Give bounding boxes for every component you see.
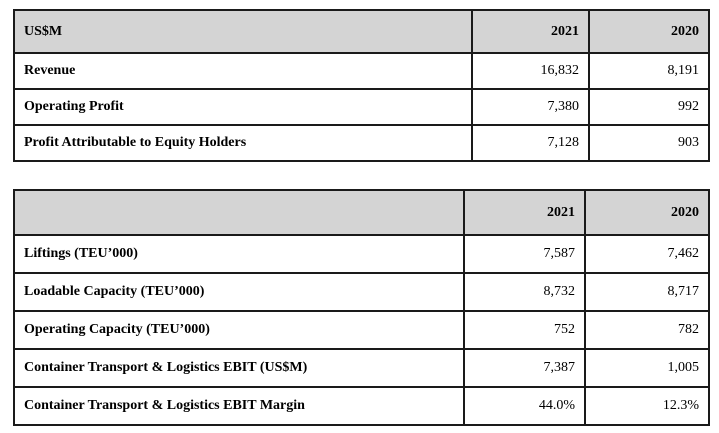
table-header-row bbox=[14, 10, 709, 53]
row-label: Operating Capacity (TEU’000) bbox=[14, 311, 464, 349]
row-label: Liftings (TEU’000) bbox=[14, 235, 464, 273]
cell-2020: 7,462 bbox=[585, 235, 709, 273]
table-row bbox=[14, 349, 709, 387]
financial-results-table bbox=[13, 9, 710, 162]
table-row bbox=[14, 89, 709, 125]
column-header-blank bbox=[14, 190, 464, 235]
column-header-2020: 2020 bbox=[585, 190, 709, 235]
row-label: Revenue bbox=[14, 53, 472, 89]
cell-2020: 8,191 bbox=[589, 53, 709, 89]
table-row bbox=[14, 53, 709, 89]
cell-2021: 752 bbox=[464, 311, 585, 349]
column-header-2020: 2020 bbox=[589, 10, 709, 53]
table-row bbox=[14, 235, 709, 273]
table-header-row bbox=[14, 190, 709, 235]
table-row bbox=[14, 311, 709, 349]
cell-2020: 8,717 bbox=[585, 273, 709, 311]
cell-2021: 44.0% bbox=[464, 387, 585, 425]
cell-2021: 8,732 bbox=[464, 273, 585, 311]
table-row bbox=[14, 387, 709, 425]
cell-2020: 12.3% bbox=[585, 387, 709, 425]
table-row bbox=[14, 125, 709, 161]
cell-2021: 7,387 bbox=[464, 349, 585, 387]
row-label: Container Transport & Logistics EBIT Margin bbox=[14, 387, 464, 425]
cell-2021: 7,587 bbox=[464, 235, 585, 273]
column-header-2021: 2021 bbox=[464, 190, 585, 235]
cell-2020: 903 bbox=[589, 125, 709, 161]
cell-2021: 7,380 bbox=[472, 89, 589, 125]
operational-results-table bbox=[13, 189, 710, 426]
row-label: Loadable Capacity (TEU’000) bbox=[14, 273, 464, 311]
column-header-currency: US$M bbox=[14, 10, 472, 53]
row-label: Container Transport & Logistics EBIT (US$M) bbox=[14, 349, 464, 387]
cell-2020: 992 bbox=[589, 89, 709, 125]
cell-2021: 16,832 bbox=[472, 53, 589, 89]
table-row bbox=[14, 273, 709, 311]
cell-2020: 1,005 bbox=[585, 349, 709, 387]
cell-2021: 7,128 bbox=[472, 125, 589, 161]
column-header-2021: 2021 bbox=[472, 10, 589, 53]
cell-2020: 782 bbox=[585, 311, 709, 349]
row-label: Operating Profit bbox=[14, 89, 472, 125]
row-label: Profit Attributable to Equity Holders bbox=[14, 125, 472, 161]
